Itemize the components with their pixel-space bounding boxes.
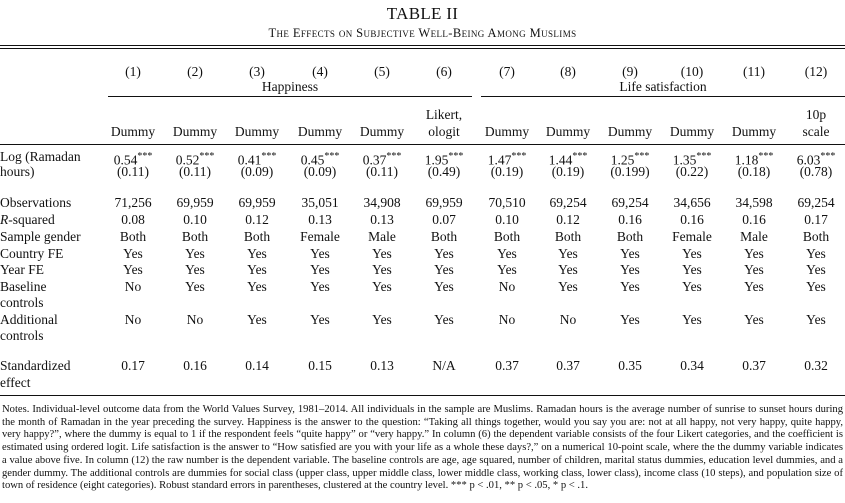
observations-col6: 69,959 [425,195,463,210]
std-error-col6: (0.49) [427,164,461,179]
column-number-col2: (2) [187,64,203,79]
year-col6: Yes [434,262,454,277]
observations-col4: 35,051 [301,195,339,210]
additional-controls-col12: Yes [806,312,826,327]
rsq-col12: 0.17 [804,212,828,227]
country-col12: Yes [806,246,826,261]
rsq-col4: 0.13 [308,212,332,227]
additional-controls-col3: Yes [247,312,267,327]
std-error-col3: (0.09) [240,164,274,179]
gender-col11: Male [740,229,768,244]
baseline-controls-col12: Yes [806,279,826,294]
standardized-effect-col8: 0.37 [556,358,580,373]
model-type-col10: Dummy [669,124,715,139]
column-number-col9: (9) [622,64,638,79]
year-col11: Yes [744,262,764,277]
std-error-col11: (0.18) [737,164,771,179]
group-header-happiness: Happiness [261,79,319,94]
group-underline-happiness [108,96,472,97]
gender-col2: Both [181,229,209,244]
row-label-observations: Observations [0,195,72,210]
row-label-rsq: R-squared [0,212,55,227]
std-error-col4: (0.09) [303,164,337,179]
coefficient-col10: 1.35*** [672,151,712,168]
baseline-controls-col1: No [124,279,142,294]
std-error-col9: (0.199) [610,164,650,179]
standardized-effect-col10: 0.34 [680,358,704,373]
row-label-gender: Sample gender [0,229,81,244]
coefficient-col5: 0.37*** [362,151,402,168]
country-col5: Yes [372,246,392,261]
year-col2: Yes [185,262,205,277]
additional-controls-col2: No [186,312,204,327]
country-col11: Yes [744,246,764,261]
observations-col7: 70,510 [488,195,526,210]
country-col2: Yes [185,246,205,261]
row-label-year: Year FE [0,262,45,277]
additional-controls-col5: Yes [372,312,392,327]
observations-col3: 69,959 [238,195,276,210]
column-number-col7: (7) [499,64,515,79]
additional-controls-col4: Yes [310,312,330,327]
observations-col8: 69,254 [549,195,587,210]
country-col3: Yes [247,246,267,261]
model-type-col12-line1: 10p [805,107,827,122]
additional-controls-col11: Yes [744,312,764,327]
coefficient-col7: 1.47*** [487,151,527,168]
additional-controls-col7: No [498,312,516,327]
rsq-col6: 0.07 [432,212,456,227]
baseline-controls-col7: No [498,279,516,294]
rsq-col7: 0.10 [495,212,519,227]
country-col7: Yes [497,246,517,261]
coefficient-col1: 0.54*** [113,151,153,168]
baseline-controls-col4: Yes [310,279,330,294]
gender-col12: Both [802,229,830,244]
coefficient-col8: 1.44*** [548,151,588,168]
model-type-col2: Dummy [172,124,218,139]
model-type-col1: Dummy [110,124,156,139]
std-error-col2: (0.11) [178,164,212,179]
gender-col5: Male [368,229,396,244]
std-error-col1: (0.11) [116,164,150,179]
baseline-controls-col11: Yes [744,279,764,294]
baseline-controls-col3: Yes [247,279,267,294]
additional-controls-col1: No [124,312,142,327]
row-label-additional-controls: controls [0,328,44,343]
model-type-col3: Dummy [234,124,280,139]
coefficient-col12: 6.03*** [796,151,836,168]
gender-col3: Both [243,229,271,244]
baseline-controls-col2: Yes [185,279,205,294]
additional-controls-col6: Yes [434,312,454,327]
column-number-col5: (5) [374,64,390,79]
baseline-controls-col5: Yes [372,279,392,294]
observations-col5: 34,908 [363,195,401,210]
table-title: TABLE II [386,4,459,23]
model-type-col6-line1: Likert, [425,107,463,122]
year-col12: Yes [806,262,826,277]
rsq-col3: 0.12 [245,212,269,227]
coefficient-col3: 0.41*** [237,151,277,168]
coefficient-col2: 0.52*** [175,151,215,168]
observations-col1: 71,256 [114,195,152,210]
standardized-effect-col9: 0.35 [618,358,642,373]
coefficient-col6: 1.95*** [424,151,464,168]
row-label-country: Country FE [0,246,64,261]
baseline-controls-col8: Yes [558,279,578,294]
model-type-col11: Dummy [731,124,777,139]
gender-col10: Female [672,229,712,244]
rsq-col5: 0.13 [370,212,394,227]
country-col9: Yes [620,246,640,261]
observations-col11: 34,598 [735,195,773,210]
std-error-col7: (0.19) [490,164,524,179]
observations-col2: 69,959 [176,195,214,210]
row-label-additional: Additional [0,312,58,327]
observations-col10: 34,656 [673,195,711,210]
gender-col6: Both [430,229,458,244]
additional-controls-col9: Yes [620,312,640,327]
column-number-col1: (1) [125,64,141,79]
rsq-col10: 0.16 [680,212,704,227]
standardized-effect-col1: 0.17 [121,358,145,373]
year-col10: Yes [682,262,702,277]
coefficient-col11: 1.18*** [734,151,774,168]
standardized-effect-col2: 0.16 [183,358,207,373]
rsq-col8: 0.12 [556,212,580,227]
standardized-effect-col4: 0.15 [308,358,332,373]
year-col8: Yes [558,262,578,277]
column-number-col10: (10) [680,64,704,79]
table-subtitle: The Effects on Subjective Well-Being Among Muslims [268,26,577,40]
bottom-rule [0,395,845,396]
country-col10: Yes [682,246,702,261]
baseline-controls-col10: Yes [682,279,702,294]
model-type-col8: Dummy [545,124,591,139]
standardized-effect-col5: 0.13 [370,358,394,373]
std-error-col10: (0.22) [675,164,709,179]
column-number-col8: (8) [560,64,576,79]
additional-controls-col10: Yes [682,312,702,327]
rsq-col2: 0.10 [183,212,207,227]
row-label-hours: hours) [0,164,35,179]
standardized-effect-col6: N/A [432,358,456,373]
observations-col12: 69,254 [797,195,835,210]
year-col5: Yes [372,262,392,277]
year-col4: Yes [310,262,330,277]
model-type-col12-line2: scale [802,124,830,139]
std-error-col8: (0.19) [551,164,585,179]
gender-col1: Both [119,229,147,244]
column-number-col11: (11) [743,64,765,79]
model-type-col6-line2: ologit [428,124,460,139]
country-col1: Yes [123,246,143,261]
gender-col7: Both [493,229,521,244]
row-label-effect: effect [0,375,31,390]
column-number-col12: (12) [804,64,828,79]
country-col8: Yes [558,246,578,261]
coefficient-col9: 1.25*** [610,151,650,168]
observations-col9: 69,254 [611,195,649,210]
model-type-col9: Dummy [607,124,653,139]
model-type-col4: Dummy [297,124,343,139]
top-rule-double [0,48,845,49]
additional-controls-col8: No [559,312,577,327]
column-number-col3: (3) [249,64,265,79]
baseline-controls-col9: Yes [620,279,640,294]
group-underline-life-satisfaction [481,96,845,97]
table-notes: Notes. Individual-level outcome data from the World Values Survey, 1981–2014. All individuals in the sample are Muslims. Ramadan hours is the average number of sunrise to sunset hours during the month of Ramadan in the year preceding the survey. Happiness is the answer to the question: “Taking all things together, would you say you are: not at all happy, not very happy, quite happy, very happy?”, where the dummy is equal to 1 if the respondent feels “quite happy” or “very happy.” In column (6) the dependent variable consists of the four Likert categories, and the coefficient is estimated using ordered logit. Life satisfaction is the answer to “How satisfied are you with your life as a whole these days?,” on a numerical 10-point scale, where the the dummy variable indicates a value above five. In column (12) the raw number is the dependent variable. The baseline controls are age, age squared, number of children, marital status dummies, education level dummies, and a gender dummy. The additional controls are dummies for social class (upper class, upper middle class, lower middle class, working class, lower class), income class (10 steps), and population size of town of residence (eight categories). Robust standard errors in parentheses, clustered at the country level. *** p < .01, ** p < .05, * p < .1. [2,404,843,492]
gender-col4: Female [300,229,340,244]
rsq-col9: 0.16 [618,212,642,227]
header-rule [0,144,845,145]
year-col9: Yes [620,262,640,277]
coefficient-col4: 0.45*** [300,151,340,168]
standardized-effect-col7: 0.37 [495,358,519,373]
standardized-effect-col12: 0.32 [804,358,828,373]
row-label-baseline-controls: controls [0,295,44,310]
country-col6: Yes [434,246,454,261]
std-error-col12: (0.78) [799,164,833,179]
standardized-effect-col3: 0.14 [245,358,269,373]
group-header-life-satisfaction: Life satisfaction [619,79,707,94]
baseline-controls-col6: Yes [434,279,454,294]
rsq-col11: 0.16 [742,212,766,227]
gender-col8: Both [554,229,582,244]
rsq-col1: 0.08 [121,212,145,227]
country-col4: Yes [310,246,330,261]
model-type-col7: Dummy [484,124,530,139]
std-error-col5: (0.11) [365,164,399,179]
row-label-standardized: Standardized [0,358,71,373]
model-type-col5: Dummy [359,124,405,139]
row-label-log-ramadan: Log (Ramadan [0,149,81,164]
year-col1: Yes [123,262,143,277]
gender-col9: Both [616,229,644,244]
year-col3: Yes [247,262,267,277]
row-label-baseline: Baseline [0,279,47,294]
year-col7: Yes [497,262,517,277]
standardized-effect-col11: 0.37 [742,358,766,373]
column-number-col4: (4) [312,64,328,79]
top-rule [0,45,845,46]
column-number-col6: (6) [436,64,452,79]
